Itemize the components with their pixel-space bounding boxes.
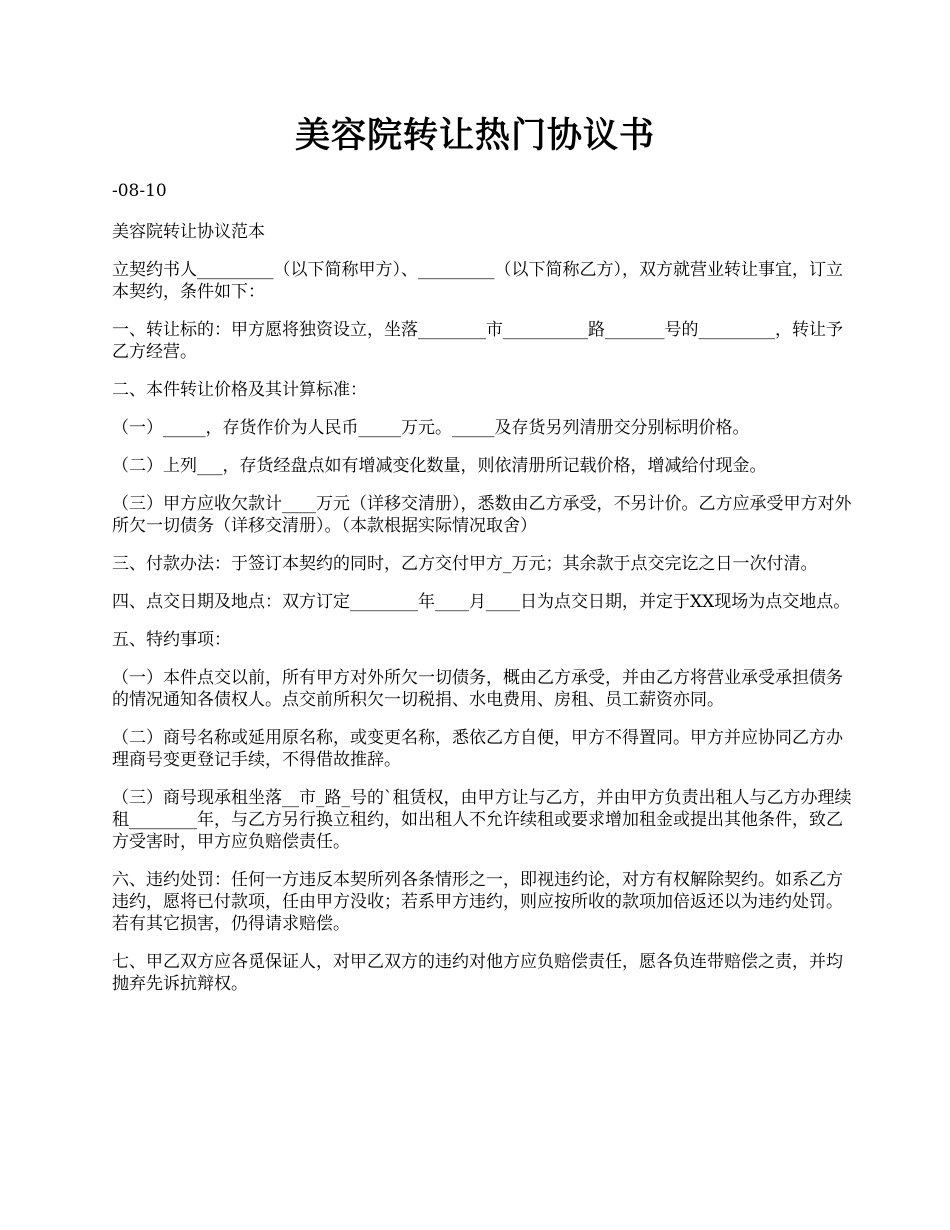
document-body <box>112 180 852 1011</box>
paragraph-clause-2-1: （一）_____，存货作价为人民币_____万元。_____及存货另列清册交分别标明价格。 <box>112 418 750 438</box>
paragraph-clause-5-1: （一）本件点交以前，所有甲方对外所欠一切债务，概由乙方承受，并由乙方将营业承受承担债务的情况通知各债权人。点交前所积欠一切税捐、水电费用、房租、员工薪资亦同。 <box>112 668 843 710</box>
paragraph-clause-2-3: （三）甲方应收欠款计____万元（详移交清册），悉数由乙方承受，不另计价。乙方应承受甲方对外所欠一切债务（详移交清册）。（本款根据实际情况取舍） <box>112 494 852 536</box>
paragraph-clause-5-3: （三）商号现承租坐落__市_路_号的`租赁权，由甲方让与乙方，并由甲方负责出租人与乙方办理续租________年，与乙方另行换立租约，如出租人不允许续租或要求增加租金或提出其他条件，致乙方受害时，甲方应负赔偿责任。 <box>112 788 852 852</box>
paragraph-clause-3: 三、付款办法：于签订本契约的同时，乙方交付甲方_万元；其余款于点交完讫之日一次付清。 <box>112 554 818 574</box>
document-date: -08-10 <box>112 181 167 201</box>
paragraph-clause-5: 五、特约事项： <box>112 630 231 650</box>
paragraph-clause-2-2: （二）上列___，存货经盘点如有增减变化数量，则依清册所记载价格，增减给付现金。 <box>112 456 767 476</box>
paragraph-clause-5-2: （二）商号名称或延用原名称，或变更名称，悉依乙方自便，甲方不得置同。甲方并应协同乙方办理商号变更登记手续，不得借故推辞。 <box>112 728 843 770</box>
paragraph-clause-2: 二、本件转让价格及其计算标准： <box>112 380 367 400</box>
document-title: 美容院转让热门协议书 <box>294 115 655 156</box>
paragraph-clause-6: 六、违约处罚：任何一方违反本契所列各条情形之一，即视违约论，对方有权解除契约。如系乙方违约，愿将已付款项，任由甲方没收；若系甲方违约，则应按所收的款项加倍返还以为违约处罚。若有其它损害，仍得请求赔偿。 <box>112 870 843 934</box>
paragraph-clause-7: 七、甲乙双方应各觅保证人，对甲乙双方的违约对他方应负赔偿责任，愿各负连带赔偿之责，并均抛弃先诉抗辩权。 <box>112 952 843 994</box>
paragraph-clause-4: 四、点交日期及地点：双方订定________年____月____日为点交日期，并定于XX现场为点交地点。 <box>112 592 851 612</box>
paragraph-clause-1: 一、转让标的：甲方愿将独资设立，坐落________市__________路_______号的_________，转让予乙方经营。 <box>112 320 843 362</box>
document-subtitle: 美容院转让协议范本 <box>112 222 265 242</box>
paragraph-parties: 立契约书人_________（以下简称甲方）、_________（以下简称乙方），双方就营业转让事宜，订立本契约，条件如下： <box>112 260 843 302</box>
